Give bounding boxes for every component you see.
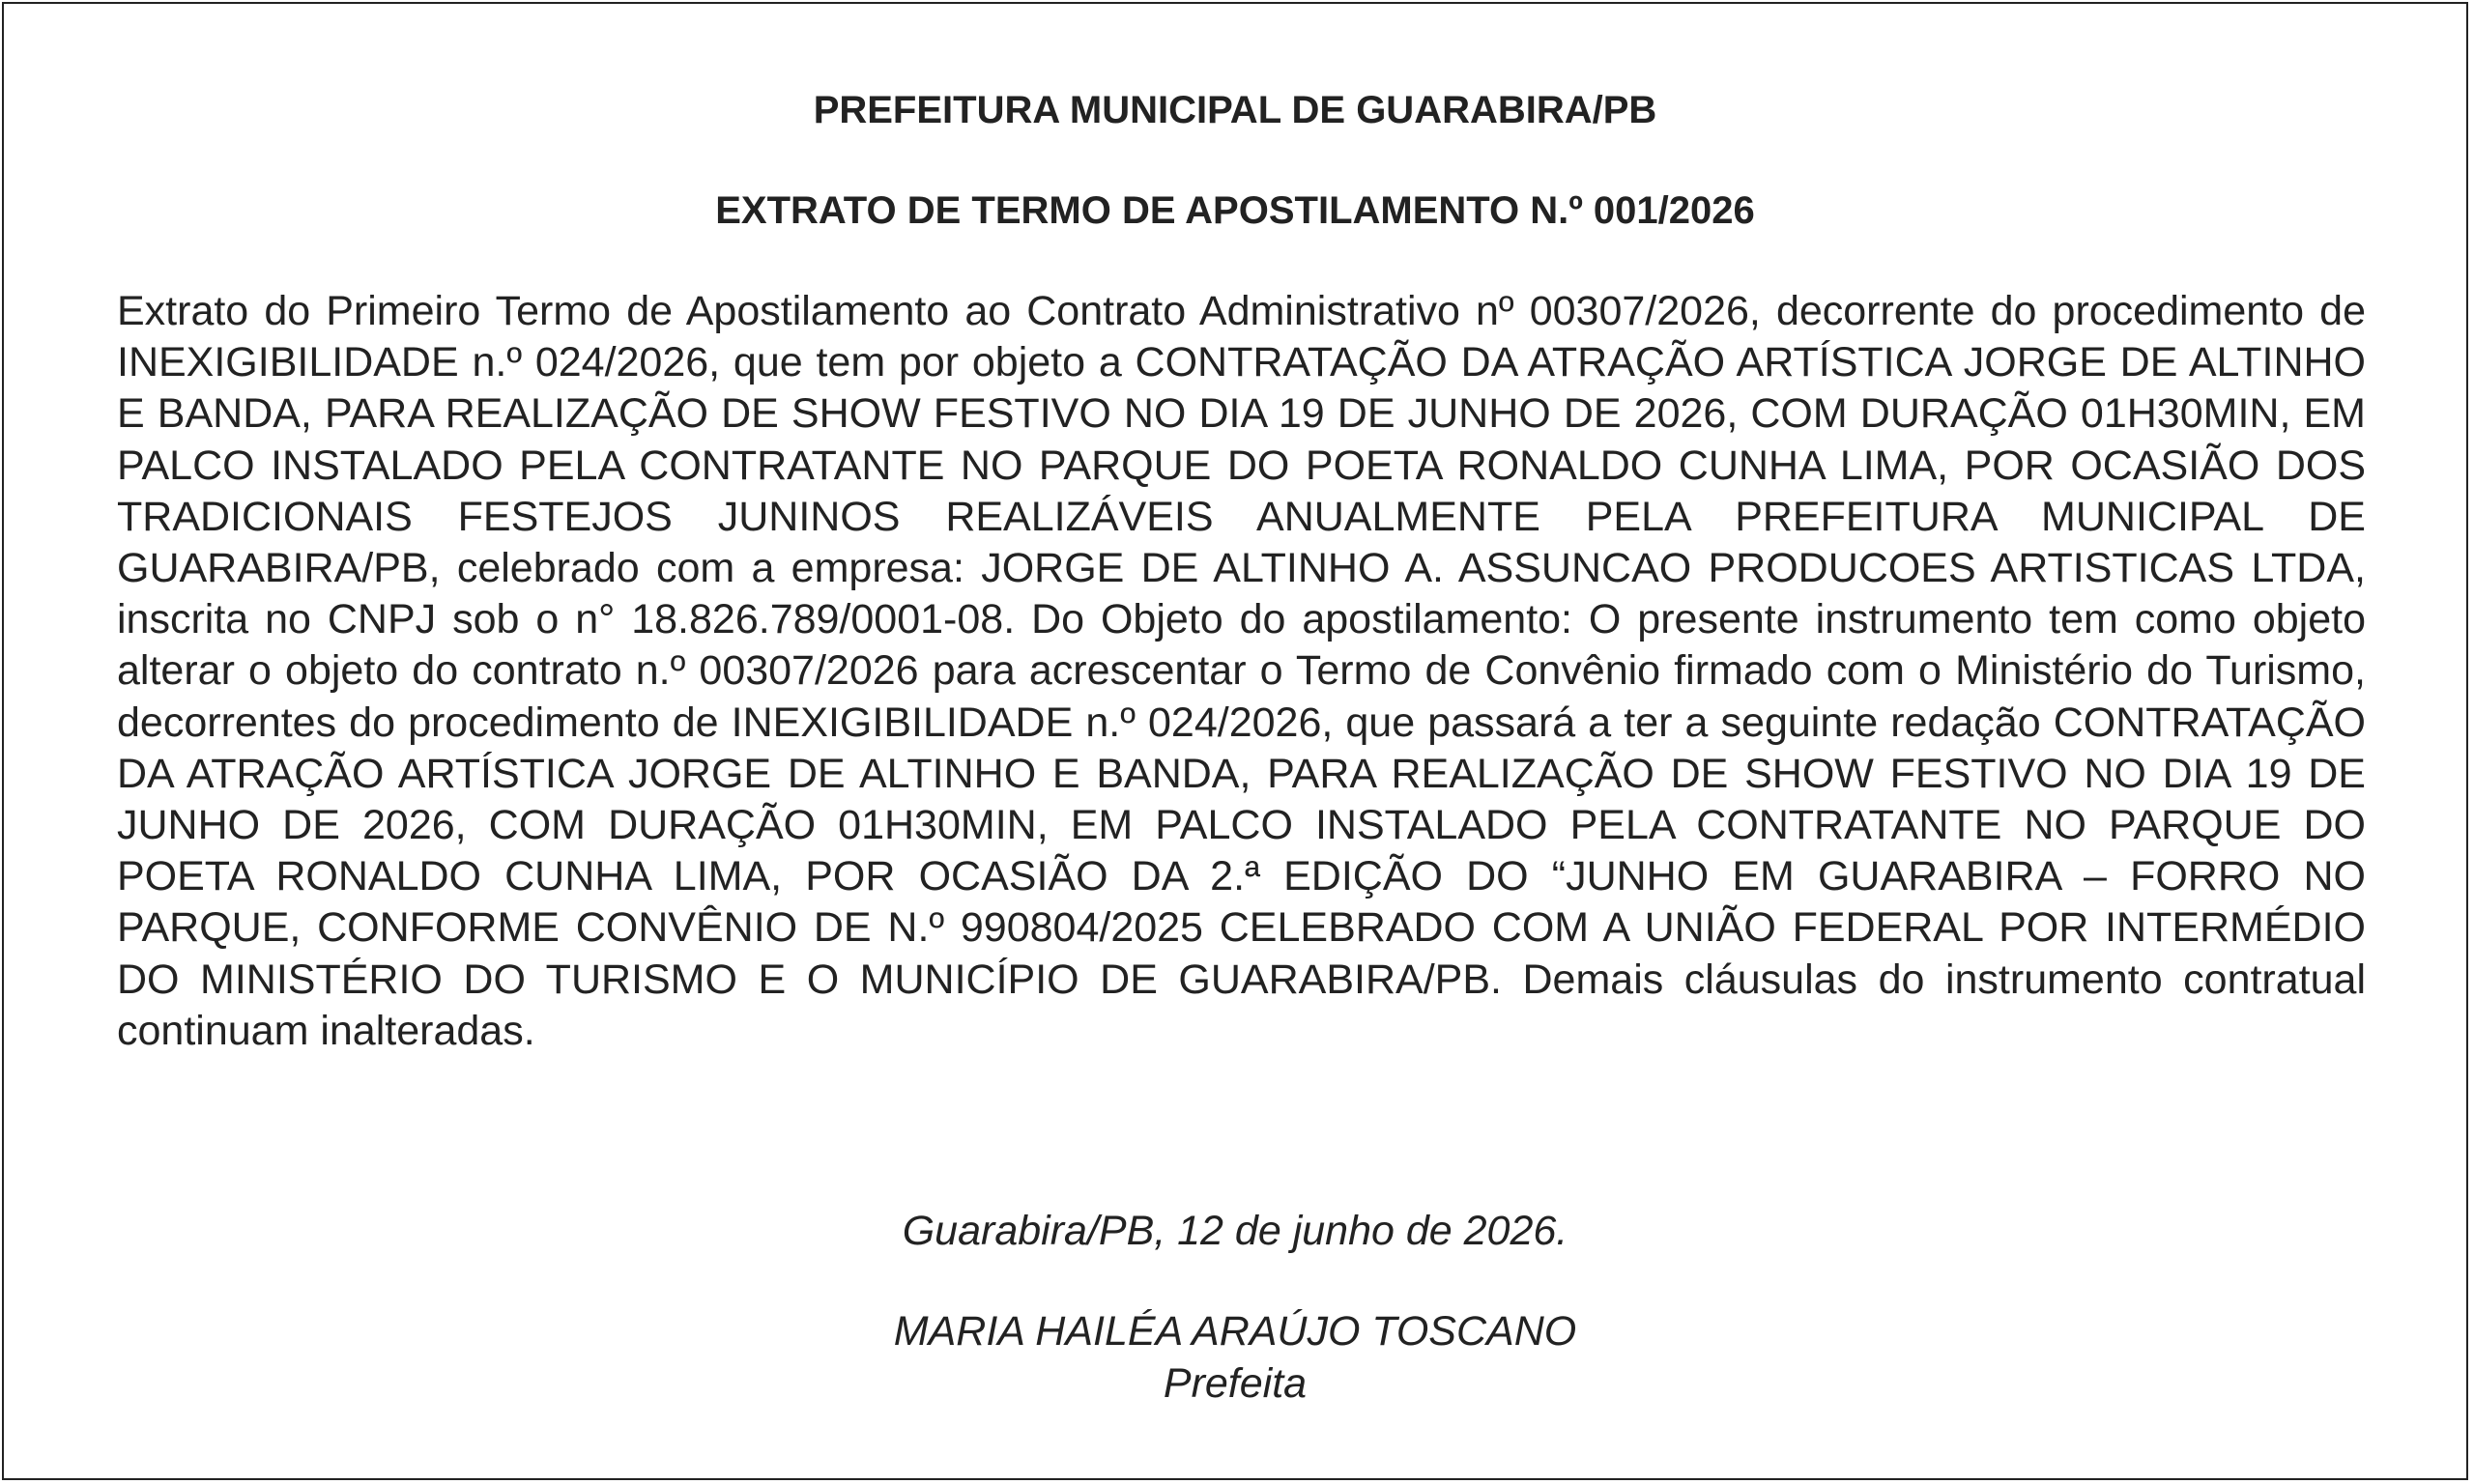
extract-body-text: Extrato do Primeiro Termo de Apostilamento ao Contrato Administrativo nº 00307/2026, decorrente do procedimento de INEXIGIBILIDADE n.º 024/2026, que tem por objeto a CONTRATAÇÃO DA ATRAÇÃO ARTÍSTICA JORGE DE ALTINHO E BANDA, PARA REALIZAÇÃO DE SHOW FESTIVO NO DIA 19 DE JUNHO DE 2026, COM DURAÇÃO 01H30MIN, EM PALCO INSTALADO PELA CONTRATANTE NO PARQUE DO POETA RONALDO CUNHA LIMA, POR OCASIÃO DOS TRADICIONAIS FESTEJOS JUNINOS REALIZÁVEIS ANUALMENTE PELA PREFEITURA MUNICIPAL DE GUARABIRA/PB, celebrado com a empresa: JORGE DE ALTINHO A. ASSUNCAO PRODUCOES ARTISTICAS LTDA, inscrita no CNPJ sob o n° 18.826.789/0001-08. Do Objeto do apostilamento: O presente instrumento tem como objeto alterar o objeto do contrato n.º 00307/2026 para acrescentar o Termo de Convênio firmado com o Ministério do Turismo, decorrentes do procedimento de INEXIGIBILIDADE n.º 024/2026, que passará a ter a seguinte redação CONTRATAÇÃO DA ATRAÇÃO ARTÍSTICA JORGE DE ALTINHO E BANDA, PARA REALIZAÇÃO DE SHOW FESTIVO NO DIA 19 DE JUNHO DE 2026, COM DURAÇÃO 01H30MIN, EM PALCO INSTALADO PELA CONTRATANTE NO PARQUE DO POETA RONALDO CUNHA LIMA, POR OCASIÃO DA 2.ª EDIÇÃO DO “JUNHO EM GUARABIRA – FORRO NO PARQUE, CONFORME CONVÊNIO DE N.º 990804/2025 CELEBRADO COM A UNIÃO FEDERAL POR INTERMÉDIO DO MINISTÉRIO DO TURISMO E O MUNICÍPIO DE GUARABIRA/PB. Demais cláusulas do instrumento contratual continuam inalteradas. bbox=[117, 288, 2366, 1054]
place-date: Guarabira/PB, 12 de junho de 2026. bbox=[902, 1208, 1568, 1254]
organization-heading: PREFEITURA MUNICIPAL DE GUARABIRA/PB bbox=[813, 89, 1657, 131]
document-frame bbox=[2, 2, 2468, 1480]
document-title: EXTRATO DE TERMO DE APOSTILAMENTO N.º 001/2026 bbox=[715, 189, 1755, 232]
signer-name: MARIA HAILÉA ARAÚJO TOSCANO bbox=[893, 1308, 1577, 1355]
signer-role: Prefeita bbox=[1163, 1360, 1308, 1407]
